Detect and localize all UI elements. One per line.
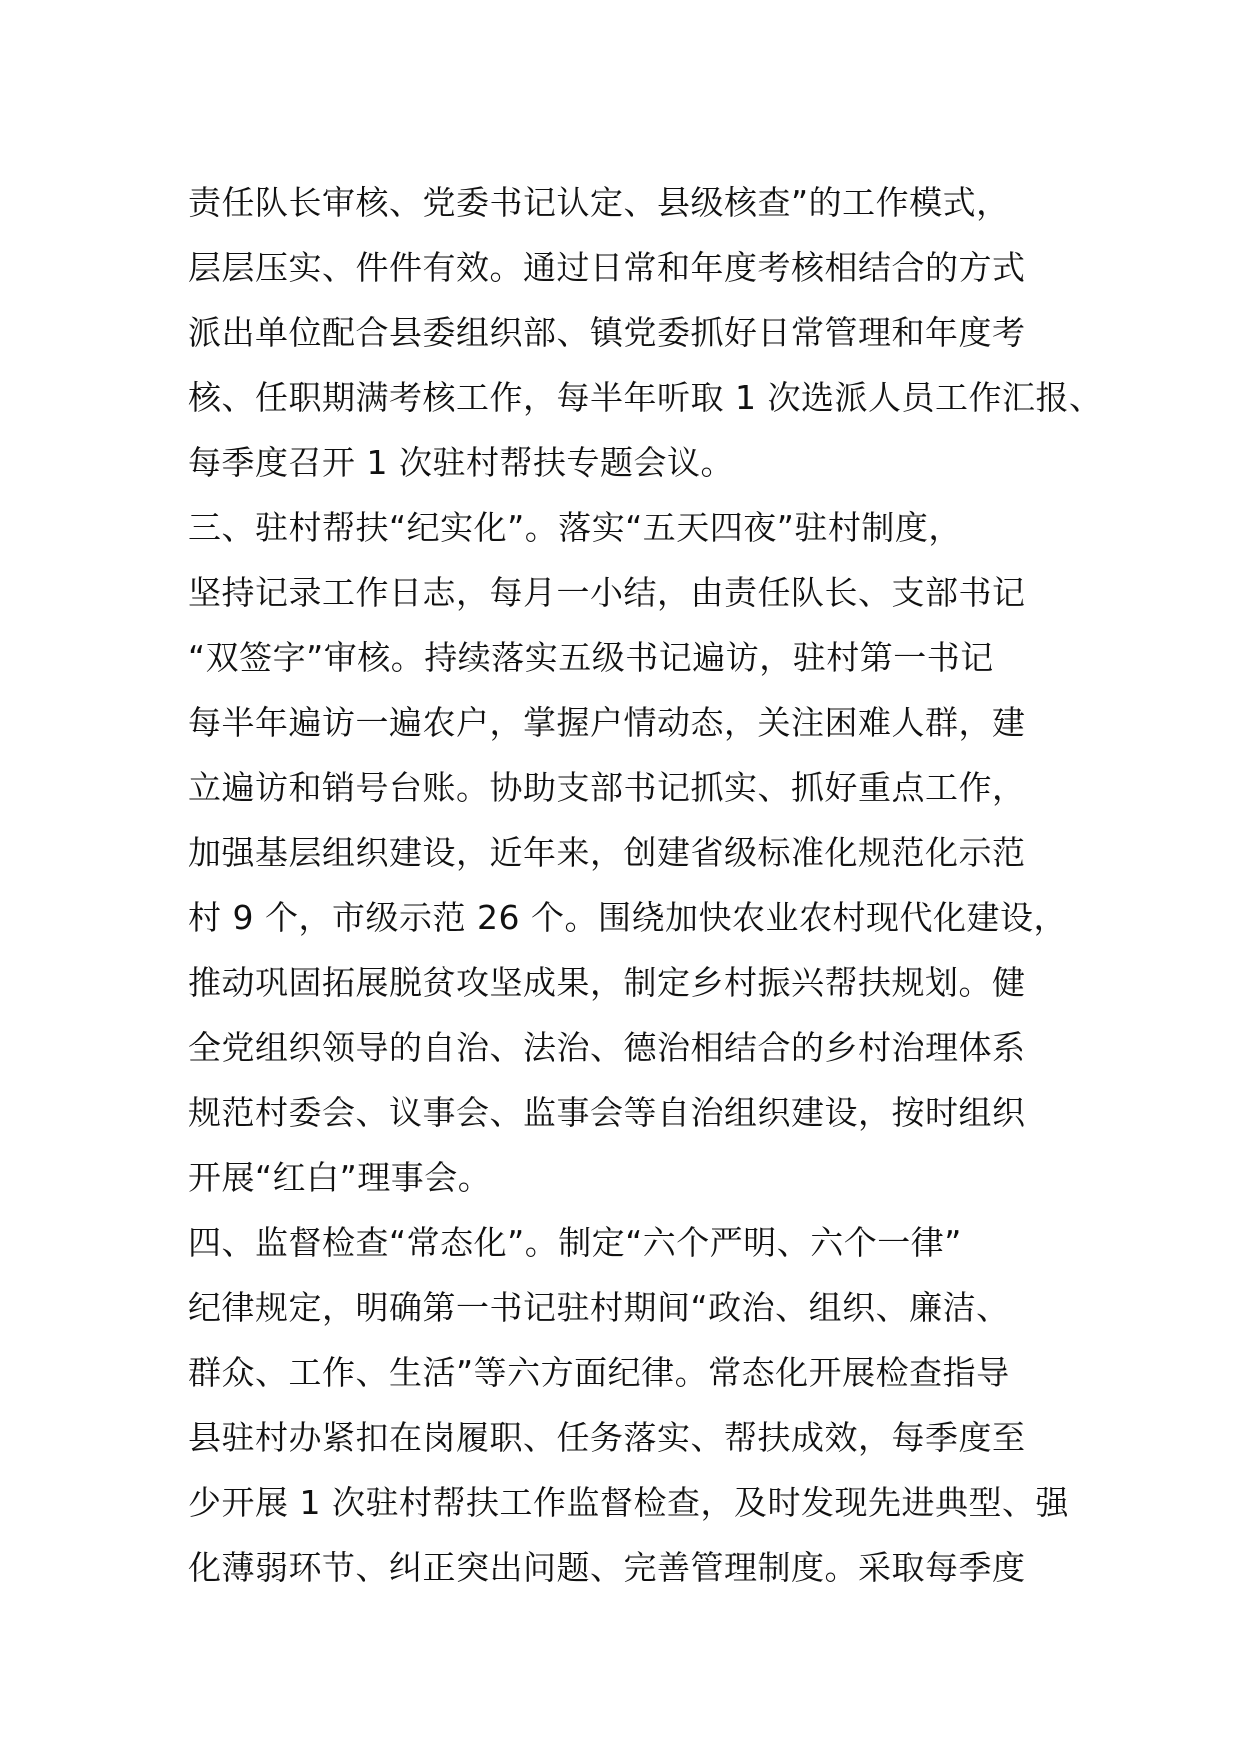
section-heading-line: 三、驻村帮扶“纪实化”。落实“五天四夜”驻村制度， bbox=[188, 508, 962, 547]
text-line: 群众、工作、生活”等六方面纪律。常态化开展检查指导 bbox=[188, 1353, 1010, 1392]
text-line: 县驻村办紧扣在岗履职、任务落实、帮扶成效，每季度至 bbox=[188, 1418, 1026, 1457]
body-text bbox=[188, 170, 1103, 1600]
text-line: 坚持记录工作日志，每月一小结，由责任队长、支部书记 bbox=[188, 573, 1026, 612]
text-line: 每季度召开 1 次驻村帮扶专题会议。 bbox=[188, 443, 734, 482]
text-line: 层层压实、件件有效。通过日常和年度考核相结合的方式 bbox=[188, 248, 1026, 287]
text-line: 责任队长审核、党委书记认定、县级核查”的工作模式， bbox=[188, 183, 1010, 222]
text-line: 规范村委会、议事会、监事会等自治组织建设，按时组织 bbox=[188, 1093, 1026, 1132]
text-line: “双签字”审核。持续落实五级书记遍访，驻村第一书记 bbox=[188, 638, 994, 677]
text-line: 化薄弱环节、纠正突出问题、完善管理制度。采取每季度 bbox=[188, 1548, 1026, 1587]
text-line: 全党组织领导的自治、法治、德治相结合的乡村治理体系 bbox=[188, 1028, 1026, 1067]
text-line: 少开展 1 次驻村帮扶工作监督检查，及时发现先进典型、强 bbox=[188, 1483, 1069, 1522]
text-line: 加强基层组织建设，近年来，创建省级标准化规范化示范 bbox=[188, 833, 1026, 872]
section-heading-line: 四、监督检查“常态化”。制定“六个严明、六个一律” bbox=[188, 1223, 962, 1262]
text-line: 村 9 个，市级示范 26 个。围绕加快农业农村现代化建设， bbox=[188, 898, 1067, 937]
text-line: 核、任职期满考核工作，每半年听取 1 次选派人员工作汇报、 bbox=[188, 378, 1103, 417]
text-line: 派出单位配合县委组织部、镇党委抓好日常管理和年度考 bbox=[188, 313, 1026, 352]
text-line: 推动巩固拓展脱贫攻坚成果，制定乡村振兴帮扶规划。健 bbox=[188, 963, 1026, 1002]
text-line: 立遍访和销号台账。协助支部书记抓实、抓好重点工作， bbox=[188, 768, 1026, 807]
text-line: 每半年遍访一遍农户，掌握户情动态，关注困难人群，建 bbox=[188, 703, 1026, 742]
text-line: 开展“红白”理事会。 bbox=[188, 1158, 492, 1197]
text-line: 纪律规定，明确第一书记驻村期间“政治、组织、廉洁、 bbox=[188, 1288, 1010, 1327]
